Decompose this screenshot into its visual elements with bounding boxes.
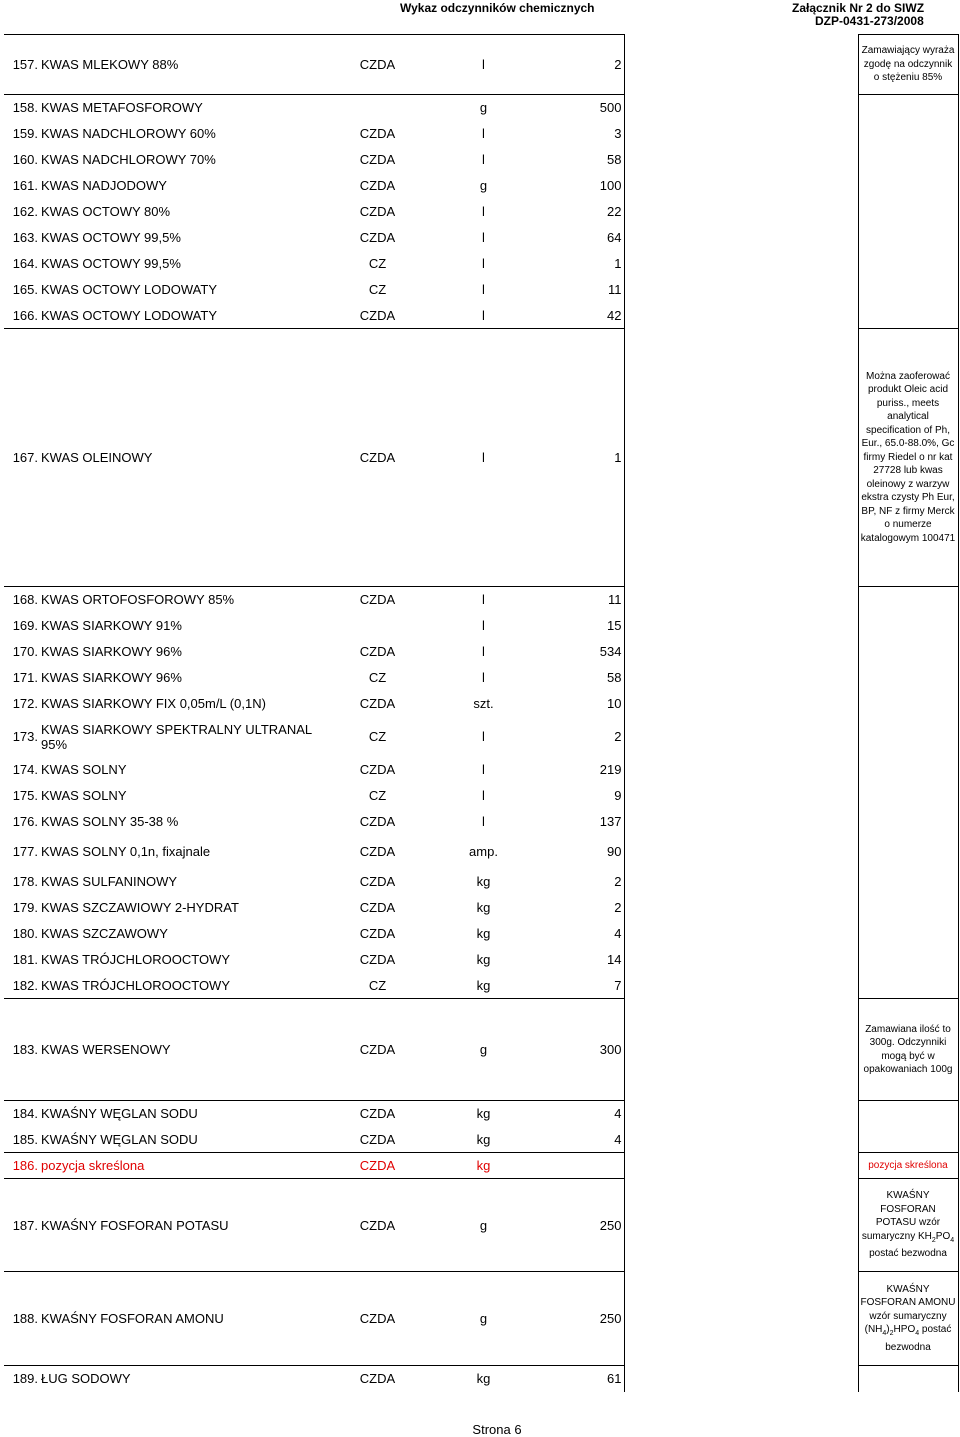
row-number: 174. [12,762,38,777]
purity-grade: CZDA [359,762,396,777]
quantity: 2 [536,35,624,95]
spacer-cell [624,1179,858,1272]
remark: Zamawiana ilość to 300g. Odczynniki mogą być w opakowaniach 100g [858,999,958,1101]
quantity: 7 [536,973,624,999]
row-number: 169. [12,618,38,633]
reagent-name: KWAS OCTOWY LODOWATY [41,282,217,297]
table-row [4,1101,958,1127]
remark: Zamawiający wyraża zgodę na odczynnik o stężeniu 85% [858,35,958,95]
row-number: 173. [12,729,38,744]
spacer-cell [624,757,858,783]
unit-of-measure: kg [476,926,491,941]
remark [858,691,958,717]
quantity: 2 [536,717,624,757]
table-row [4,329,958,587]
reagent-name: KWAS SZCZAWOWY [41,926,168,941]
remark [858,613,958,639]
reagent-name: KWAS NADJODOWY [41,178,167,193]
unit-of-measure: kg [476,1371,491,1387]
row-number: 183. [4,999,40,1101]
quantity: 3 [536,121,624,147]
unit-of-measure: kg [476,874,491,889]
spacer-cell [624,809,858,835]
table-row [4,587,958,613]
remark [858,809,958,835]
spacer-cell [624,717,858,757]
quantity: 15 [536,613,624,639]
quantity: 14 [536,947,624,973]
spacer-cell [624,1153,858,1179]
reagent-name: KWAS TRÓJCHLOROOCTOWY [41,952,230,967]
quantity: 61 [536,1366,624,1392]
unit-of-measure: l [482,282,485,297]
spacer-cell [624,277,858,303]
quantity: 250 [536,1179,624,1272]
remark [858,869,958,895]
reagent-name: KWAS OLEINOWY [40,329,324,587]
remark [858,251,958,277]
spacer-cell [624,1101,858,1127]
spacer-cell [624,639,858,665]
page-header [0,0,960,34]
remark-formula [858,1179,958,1272]
unit-of-measure: kg [431,1127,536,1153]
purity-grade: CZDA [324,1179,431,1272]
table-row [4,895,958,921]
reagent-name: ŁUG SODOWY [41,1371,131,1387]
quantity: 58 [536,147,624,173]
row-number: 178. [12,874,38,889]
purity-grade: CZ [368,788,387,803]
reagent-name: KWAŚNY FOSFORAN POTASU [40,1179,324,1272]
spacer-cell [624,329,858,587]
unit-of-measure: kg [476,952,491,967]
spacer-cell [624,947,858,973]
quantity: 11 [536,277,624,303]
row-number: 166. [4,303,40,329]
row-number: 161. [12,178,38,193]
reagent-name: KWAS ORTOFOSFOROWY 85% [41,592,235,608]
quantity: 22 [536,199,624,225]
remark [858,835,958,869]
table-row [4,1179,958,1272]
row-number: 176. [12,814,38,829]
purity-grade [324,613,431,639]
reagent-name: KWAS OCTOWY 80% [41,204,171,219]
remark [858,1127,958,1153]
table-row [4,173,958,199]
reagent-name: KWAŚNY WĘGLAN SODU [41,1106,198,1122]
table-row [4,225,958,251]
quantity: 10 [536,691,624,717]
table-row [4,921,958,947]
formula-subscript: 2 [889,1330,894,1338]
quantity: 219 [536,757,624,783]
formula-text: HPO [893,1324,916,1336]
formula-subscript: 2 [931,1236,936,1244]
quantity: 9 [536,783,624,809]
remark: pozycja skreślona [858,1153,958,1179]
unit-of-measure: l [482,230,485,245]
table-row [4,1127,958,1153]
row-number: 157. [4,35,40,95]
purity-grade: CZDA [359,204,396,219]
remark-formula [858,1272,958,1366]
table-row [4,613,958,639]
purity-grade: CZDA [324,1127,431,1153]
quantity: 2 [536,895,624,921]
purity-grade: CZDA [359,1371,396,1387]
spacer-cell [624,613,858,639]
remark: Można zaoferować produkt Oleic acid puriss., meets analytical specification of Ph, Eur., 65.0-88.0%, Gc firmy Riedel o nr kat 27728 lub kwas oleinowy z warzyw ekstra czysty Ph Eur, BP, NF z firmy Merck o numerze katalogowym 100471 [858,329,958,587]
purity-grade: CZDA [359,900,396,915]
quantity: 534 [536,639,624,665]
unit-of-measure: l [482,729,485,744]
reference-number: DZP-0431-273/2008 [815,14,924,28]
table-row [4,147,958,173]
table-row [4,303,958,329]
reagent-name: KWAŚNY WĘGLAN SODU [40,1127,324,1153]
spacer-cell [624,1127,858,1153]
spacer-cell [624,173,858,199]
unit-of-measure: l [482,644,485,659]
unit-of-measure: l [482,618,485,633]
reagent-name: KWAS NADCHLOROWY 60% [41,126,216,141]
purity-grade: CZ [368,670,387,685]
purity-grade: CZDA [359,874,396,889]
table-row [4,783,958,809]
spacer-cell [624,921,858,947]
formula-text: postać bezwodna [885,1324,952,1353]
row-number: 188. [4,1272,40,1366]
remark [858,1366,958,1392]
remark [858,1101,958,1127]
purity-grade: CZDA [359,926,396,941]
formula-text: ) [886,1324,890,1336]
row-number: 175. [12,788,38,803]
reagent-name: KWAS SZCZAWIOWY 2-HYDRAT [41,900,239,915]
reagent-name: KWAS MLEKOWY 88% [40,35,324,95]
page-footer [0,1422,960,1437]
unit-of-measure: l [482,126,485,141]
purity-grade: CZ [368,282,387,297]
unit-of-measure: l [482,152,485,167]
quantity: 500 [536,95,624,121]
reagent-name: KWAS OCTOWY 99,5% [41,256,181,271]
row-number: 172. [12,696,38,711]
formula-subscript: 4 [915,1330,920,1338]
unit-of-measure: l [482,592,485,608]
purity-grade: CZDA [359,814,396,829]
quantity: 4 [536,921,624,947]
table-row [4,947,958,973]
table-row [4,869,958,895]
purity-grade: CZDA [359,152,396,167]
quantity: 250 [536,1272,624,1366]
purity-grade: CZDA [359,178,396,193]
spacer-cell [624,199,858,225]
spacer-cell [624,303,858,329]
table-row [4,999,958,1101]
purity-grade: CZDA [359,126,396,141]
quantity: 4 [536,1127,624,1153]
remark [858,947,958,973]
purity-grade: CZDA [359,592,396,608]
spacer-cell [624,869,858,895]
unit-of-measure: g [431,1272,536,1366]
remark [858,121,958,147]
row-number: 158. [12,100,38,116]
remark [858,757,958,783]
unit-of-measure: l [431,329,536,587]
annex-label: Załącznik Nr 2 do SIWZ [792,1,925,15]
purity-grade: CZDA [359,952,396,967]
formula-text: KWAŚNY FOSFORAN AMONU wzór sumaryczny (NH [860,1283,956,1336]
reagent-name: KWAS SIARKOWY FIX 0,05m/L (0,1N) [41,696,266,711]
reagent-name: KWAS SIARKOWY 96% [41,644,182,659]
reagents-table [4,34,959,1392]
reagent-name: KWAS SOLNY [41,788,127,803]
row-number: 182. [4,973,40,999]
spacer-cell [624,895,858,921]
unit-of-measure: g [431,999,536,1101]
formula-text: PO [935,1230,951,1242]
unit-of-measure: l [482,256,485,271]
purity-grade: CZDA [359,230,396,245]
remark [858,665,958,691]
reagent-name: KWAS NADCHLOROWY 70% [41,152,216,167]
quantity [536,1153,624,1179]
table-row [4,1272,958,1366]
purity-grade: CZDA [359,696,396,711]
reagent-name: KWAS WERSENOWY [40,999,324,1101]
spacer-cell [624,251,858,277]
purity-grade: CZDA [324,999,431,1101]
purity-grade: CZDA [359,644,396,659]
remark [858,303,958,329]
quantity: 58 [536,665,624,691]
spacer-cell [624,665,858,691]
purity-grade: CZ [368,256,387,271]
purity-grade: CZDA [359,1106,396,1122]
row-number: 186. [4,1153,40,1179]
formula-subscript: 4 [882,1330,887,1338]
row-number: 171. [12,670,38,685]
unit-of-measure: kg [476,900,491,915]
remark [858,587,958,613]
table-row [4,277,958,303]
remark [858,147,958,173]
unit-of-measure: kg [431,1153,536,1179]
row-number: 159. [12,126,38,141]
remark [858,639,958,665]
row-number: 185. [4,1127,40,1153]
purity-grade: CZDA [359,844,396,859]
remark [858,199,958,225]
reagent-name: KWAS SIARKOWY 91% [41,618,182,633]
spacer-cell [624,999,858,1101]
table-row [4,809,958,835]
table-row [4,1153,958,1179]
unit-of-measure: g [479,178,488,193]
table-row [4,691,958,717]
row-number: 180. [12,926,38,941]
spacer-cell [624,691,858,717]
spacer-cell [624,225,858,251]
unit-of-measure: l [482,814,485,829]
row-number: 189. [12,1371,38,1387]
spacer-cell [624,1272,858,1366]
row-number: 168. [12,592,38,608]
formula-text: KWAŚNY FOSFORAN POTASU wzór sumaryczny KH [861,1190,941,1242]
reagent-name: KWAS SIARKOWY SPEKTRALNY ULTRANAL 95% [41,721,312,752]
spacer-cell [624,973,858,999]
spacer-cell [624,147,858,173]
quantity: 90 [536,835,624,869]
purity-grade: CZDA [324,329,431,587]
unit-of-measure: l [431,303,536,329]
spacer-cell [624,835,858,869]
row-number: 187. [4,1179,40,1272]
page-number: Strona 6 [472,1422,522,1437]
table-row [4,757,958,783]
row-number: 184. [12,1106,38,1122]
reagent-name: KWAS OCTOWY 99,5% [41,230,181,245]
table-row [4,717,958,757]
unit-of-measure: g [431,1179,536,1272]
row-number: 181. [12,952,38,967]
reagent-name: pozycja skreślona [40,1153,324,1179]
unit-of-measure: kg [476,1106,491,1122]
unit-of-measure: g [479,100,488,116]
unit-of-measure: szt. [473,696,494,711]
spacer-cell [624,783,858,809]
table-row [4,1366,958,1392]
table-row [4,973,958,999]
table-row [4,35,958,95]
table-row [4,639,958,665]
row-number: 177. [12,844,38,859]
unit-of-measure: l [482,204,485,219]
unit-of-measure: l [431,35,536,95]
spacer-cell [624,95,858,121]
row-number: 160. [12,152,38,167]
row-number: 167. [4,329,40,587]
table-row [4,95,958,121]
reagent-name: KWAŚNY FOSFORAN AMONU [40,1272,324,1366]
reagent-name: KWAS OCTOWY LODOWATY [40,303,324,329]
document-title: Wykaz odczynników chemicznych [400,1,595,15]
remark [858,173,958,199]
spacer-cell [624,1366,858,1392]
reagent-name: KWAS TRÓJCHLOROOCTOWY [40,973,324,999]
quantity: 300 [536,999,624,1101]
spacer-cell [624,121,858,147]
table-row [4,251,958,277]
row-number: 165. [12,282,38,297]
reagent-name: KWAS SOLNY 0,1n, fixajnale [41,844,211,859]
purity-grade: CZ [368,729,387,744]
purity-grade: CZDA [324,1272,431,1366]
reagent-name: KWAS SIARKOWY 96% [41,670,182,685]
remark [858,717,958,757]
unit-of-measure: l [482,788,485,803]
quantity: 1 [536,329,624,587]
quantity: 137 [536,809,624,835]
row-number: 162. [12,204,38,219]
quantity: 4 [536,1101,624,1127]
purity-grade: CZDA [324,35,431,95]
row-number: 164. [12,256,38,271]
remark [858,225,958,251]
quantity: 11 [536,587,624,613]
quantity: 100 [536,173,624,199]
quantity: 2 [536,869,624,895]
spacer-cell [624,35,858,95]
spacer-cell [624,587,858,613]
reagent-name: KWAS METAFOSFOROWY [41,100,203,116]
remark [858,783,958,809]
purity-grade: CZDA [324,303,431,329]
reagent-name: KWAS SOLNY 35-38 % [41,814,179,829]
remark [858,921,958,947]
remark [858,895,958,921]
row-number: 170. [12,644,38,659]
reagent-name: KWAS SOLNY [41,762,127,777]
table-row [4,199,958,225]
remark [858,95,958,121]
unit-of-measure: l [482,762,485,777]
row-number: 163. [12,230,38,245]
formula-subscript: 4 [950,1236,955,1244]
unit-of-measure: l [482,670,485,685]
row-number: 179. [12,900,38,915]
table-row [4,121,958,147]
quantity: 1 [536,251,624,277]
table-row [4,665,958,691]
remark [858,277,958,303]
unit-of-measure: kg [431,973,536,999]
table-row [4,835,958,869]
quantity: 42 [536,303,624,329]
unit-of-measure: amp. [469,844,498,859]
remark [858,973,958,999]
formula-text: postać bezwodna [869,1248,947,1260]
purity-grade: CZ [324,973,431,999]
purity-grade: CZDA [324,1153,431,1179]
purity-grade [324,95,431,121]
reagent-name: KWAS SULFANINOWY [41,874,178,889]
quantity: 64 [536,225,624,251]
